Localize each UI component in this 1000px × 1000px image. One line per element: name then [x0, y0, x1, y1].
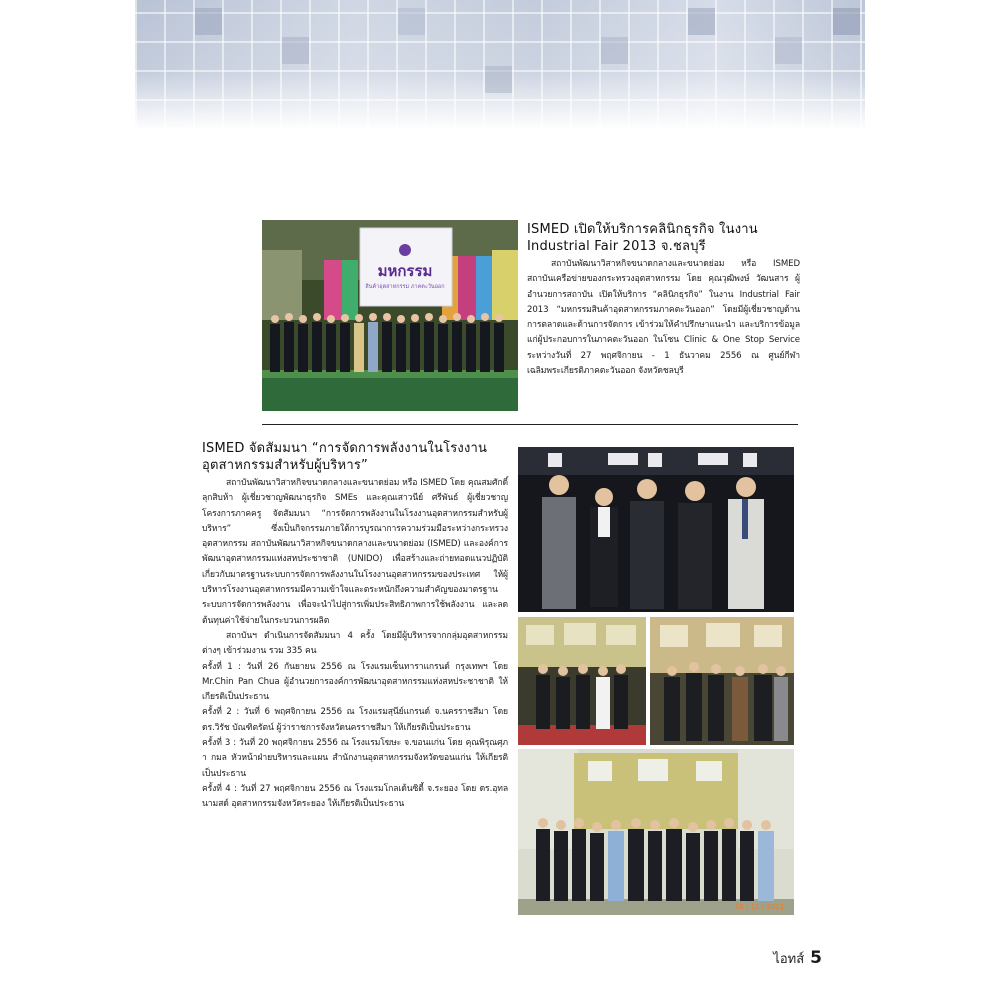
- article1-body: [527, 257, 800, 379]
- banner-text: มหกรรม: [377, 262, 433, 280]
- mosaic-tile: [485, 66, 512, 93]
- mosaic-tile: [195, 8, 222, 35]
- article2-body: [202, 476, 508, 813]
- photo-industrial-fair-stage: [262, 220, 518, 411]
- mosaic-tile: [601, 37, 628, 64]
- mosaic-tile: [833, 8, 860, 35]
- article2-item-3: ครั้งที่ 3 : วันที่ 20 พฤศจิกายน 2556 ณ โรงแรมโฆษะ จ.ขอนแก่น โดย คุณพิรุณศุภา กมล หัวหน้าฝ่ายบริหารและแผน สำนักงานอุตสาหกรรมจังหวัดขอนแก่น ให้เกียรติเป็นประธาน: [202, 738, 508, 779]
- mosaic-tile: [398, 8, 425, 35]
- photo-date-stamp: 28 / 11 / 2013: [734, 903, 784, 911]
- article2-item-2: ครั้งที่ 2 : วันที่ 6 พฤศจิกายน 2556 ณ โรงแรมสุนีย์แกรนด์ จ.นครราชสีมา โดย ดร.วิรัช บัณฑิตรัตน์ ผู้ว่าราชการจังหวัดนครราชสีมา ให้เกียรติเป็นประธาน: [202, 707, 508, 733]
- article2-title-line1: ISMED จัดสัมมนา “การจัดการพลังงานในโรงงาน: [202, 441, 488, 456]
- mosaic-tile: [688, 8, 715, 35]
- section-divider: [262, 424, 798, 425]
- photo-seminar-group-large: [518, 749, 794, 915]
- magazine-name: ไอทส์: [773, 952, 805, 967]
- header-mosaic-banner: [135, 0, 865, 130]
- article1-paragraph: สถาบันพัฒนาวิสาหกิจขนาดกลางและขนาดย่อม หรือ ISMED สถาบันเครือข่ายของกระทรวงอุตสาหกรรม โดย คุณวุฒิพงษ์ วัฒนสาร ผู้อำนวยการสถาบัน เปิดให้บริการ “คลินิกธุรกิจ” ในงาน Industrial Fair 2013 “มหกรรมสินค้าอุตสาหกรรมภาคตะวันออก” โดยมีผู้เชี่ยวชาญด้านการตลาดและด้านการจัดการ เข้าร่วมให้คำปรึกษาแนะนำ และบริการข้อมูลแก่ผู้ประกอบการในภาคตะวันออก ในโซน Clinic & One Stop Service ระหว่างวันที่ 27 พฤศจิกายน - 1 ธันวาคม 2556 ณ ศูนย์กีฬาเฉลิมพระเกียรติภาคตะวันออก จังหวัดชลบุรี: [527, 259, 800, 377]
- article2-item-1: ครั้งที่ 1 : วันที่ 26 กันยายน 2556 ณ โรงแรมเซ็นทาราแกรนด์ กรุงเทพฯ โดย Mr.Chin Pan Chua ผู้อำนวยการองค์การพัฒนาอุตสาหกรรมแห่งสหประชาชาติ ให้เกียรติเป็นประธาน: [202, 661, 508, 703]
- photo-seminar-group-small-1: [518, 617, 646, 745]
- mosaic-tile: [282, 37, 309, 64]
- page-footer: [773, 948, 822, 969]
- article2-title: [202, 440, 512, 474]
- article1-title: [527, 221, 802, 255]
- article1-title-line1: ISMED เปิดให้บริการคลินิกธุรกิจ ในงาน: [527, 222, 758, 237]
- banner-subtext: สินค้าอุตสาหกรรม ภาคตะวันออก: [365, 284, 445, 290]
- article2-title-line2: อุตสาหกรรมสำหรับผู้บริหาร”: [202, 458, 368, 473]
- article2-item-4: ครั้งที่ 4 : วันที่ 27 พฤศจิกายน 2556 ณ โรงแรมโกลเด้นซิตี้ จ.ระยอง โดย ดร.อุทล นามสด์ อุตสาหกรรมจังหวัดระยอง ให้เกียรติเป็นประธาน: [202, 783, 508, 810]
- article1-title-line2: Industrial Fair 2013 จ.ชลบุรี: [527, 239, 706, 254]
- photo-seminar-executives: [518, 447, 794, 612]
- page-number: 5: [810, 948, 822, 968]
- mosaic-tile: [775, 37, 802, 64]
- photo-seminar-group-small-2: [650, 617, 794, 745]
- article2-paragraph-2: สถาบันฯ ดำเนินการจัดสัมมนา 4 ครั้ง โดยมีผู้บริหารจากกลุ่มอุตสาหกรรมต่างๆ เข้าร่วมงาน รวม 335 คน: [202, 630, 508, 657]
- article2-paragraph-1: สถาบันพัฒนาวิสาหกิจขนาดกลางและขนาดย่อม หรือ ISMED โดย คุณสมศักดิ์ ลุกสิบห้า ผู้เชี่ยวชาญพัฒนาธุรกิจ SMEs และคุณเสาวนีย์ ศรีพันธ์ ผู้เชี่ยวชาญโครงการภาคครู จัดสัมมนา “การจัดการพลังงานในโรงงานอุตสาหกรรมสำหรับผู้บริหาร” ซึ่งเป็นกิจกรรมภายใต้การบูรณาการความร่วมมือระหว่างกระทรวงอุตสาหกรรม สถาบันพัฒนาวิสาหกิจขนาดกลางและขนาดย่อม (ISMED) และองค์การพัฒนาอุตสาหกรรมแห่งสหประชาชาติ (UNIDO) เพื่อสร้างและถ่ายทอดแนวปฏิบัติเกี่ยวกับมาตรฐานระบบการจัดการพลังงานในโรงงานอุตสาหกรรมของประเทศ ให้ผู้บริหารโรงงานอุตสาหกรรมมีความเข้าใจและตระหนักถึงความสำคัญของมาตรฐานระบบการจัดการพลังงาน เพื่อจะนำไปสู่การเพิ่มประสิทธิภาพการใช้พลังงาน และลดต้นทุนค่าใช้จ่ายในกระบวนการผลิต: [202, 478, 508, 626]
